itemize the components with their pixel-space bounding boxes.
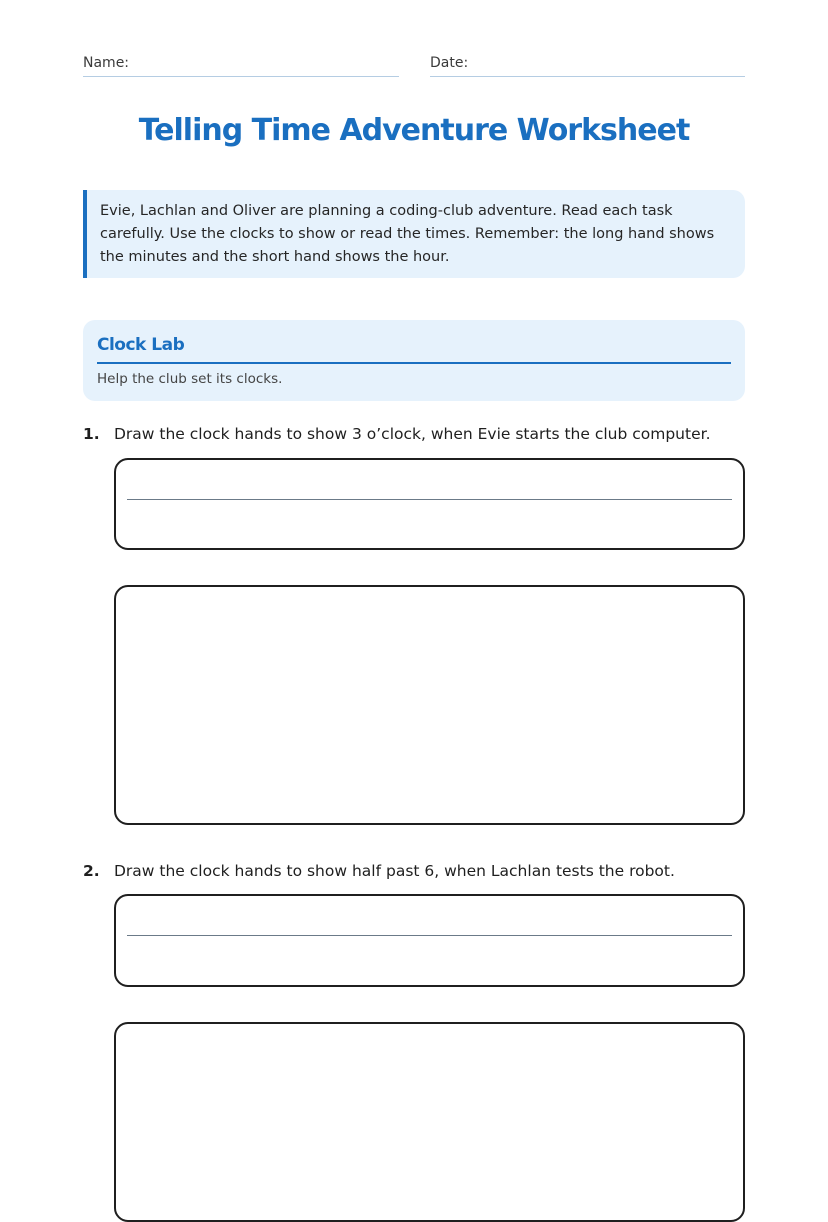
- clock-drawing-box[interactable]: [114, 585, 745, 825]
- answer-line: [127, 499, 732, 500]
- section-title: Clock Lab: [97, 334, 731, 364]
- answer-line: [127, 935, 732, 936]
- date-label: Date:: [430, 55, 469, 71]
- section-subtitle: Help the club set its clocks.: [97, 371, 283, 387]
- question-number: 1.: [83, 425, 100, 443]
- section-header: [83, 320, 745, 401]
- name-label: Name:: [83, 55, 130, 71]
- page-title: Telling Time Adventure Worksheet: [138, 113, 690, 148]
- intro-text: Evie, Lachlan and Oliver are planning a coding-club adventure. Read each task carefully. Use the clocks to show or read the times. Remember: the long hand shows the minutes and the short hand shows the hour.: [100, 203, 715, 265]
- clock-drawing-box[interactable]: [114, 1022, 745, 1222]
- question-number: 2.: [83, 862, 100, 880]
- answer-box[interactable]: [114, 894, 745, 987]
- name-field[interactable]: [83, 52, 399, 77]
- question-text: Draw the clock hands to show half past 6, when Lachlan tests the robot.: [114, 862, 675, 880]
- answer-box[interactable]: [114, 458, 745, 550]
- header-fields: [83, 52, 745, 78]
- question-text: Draw the clock hands to show 3 o’clock, when Evie starts the club computer.: [114, 425, 711, 443]
- intro-panel: [83, 190, 745, 278]
- date-field[interactable]: [430, 52, 745, 77]
